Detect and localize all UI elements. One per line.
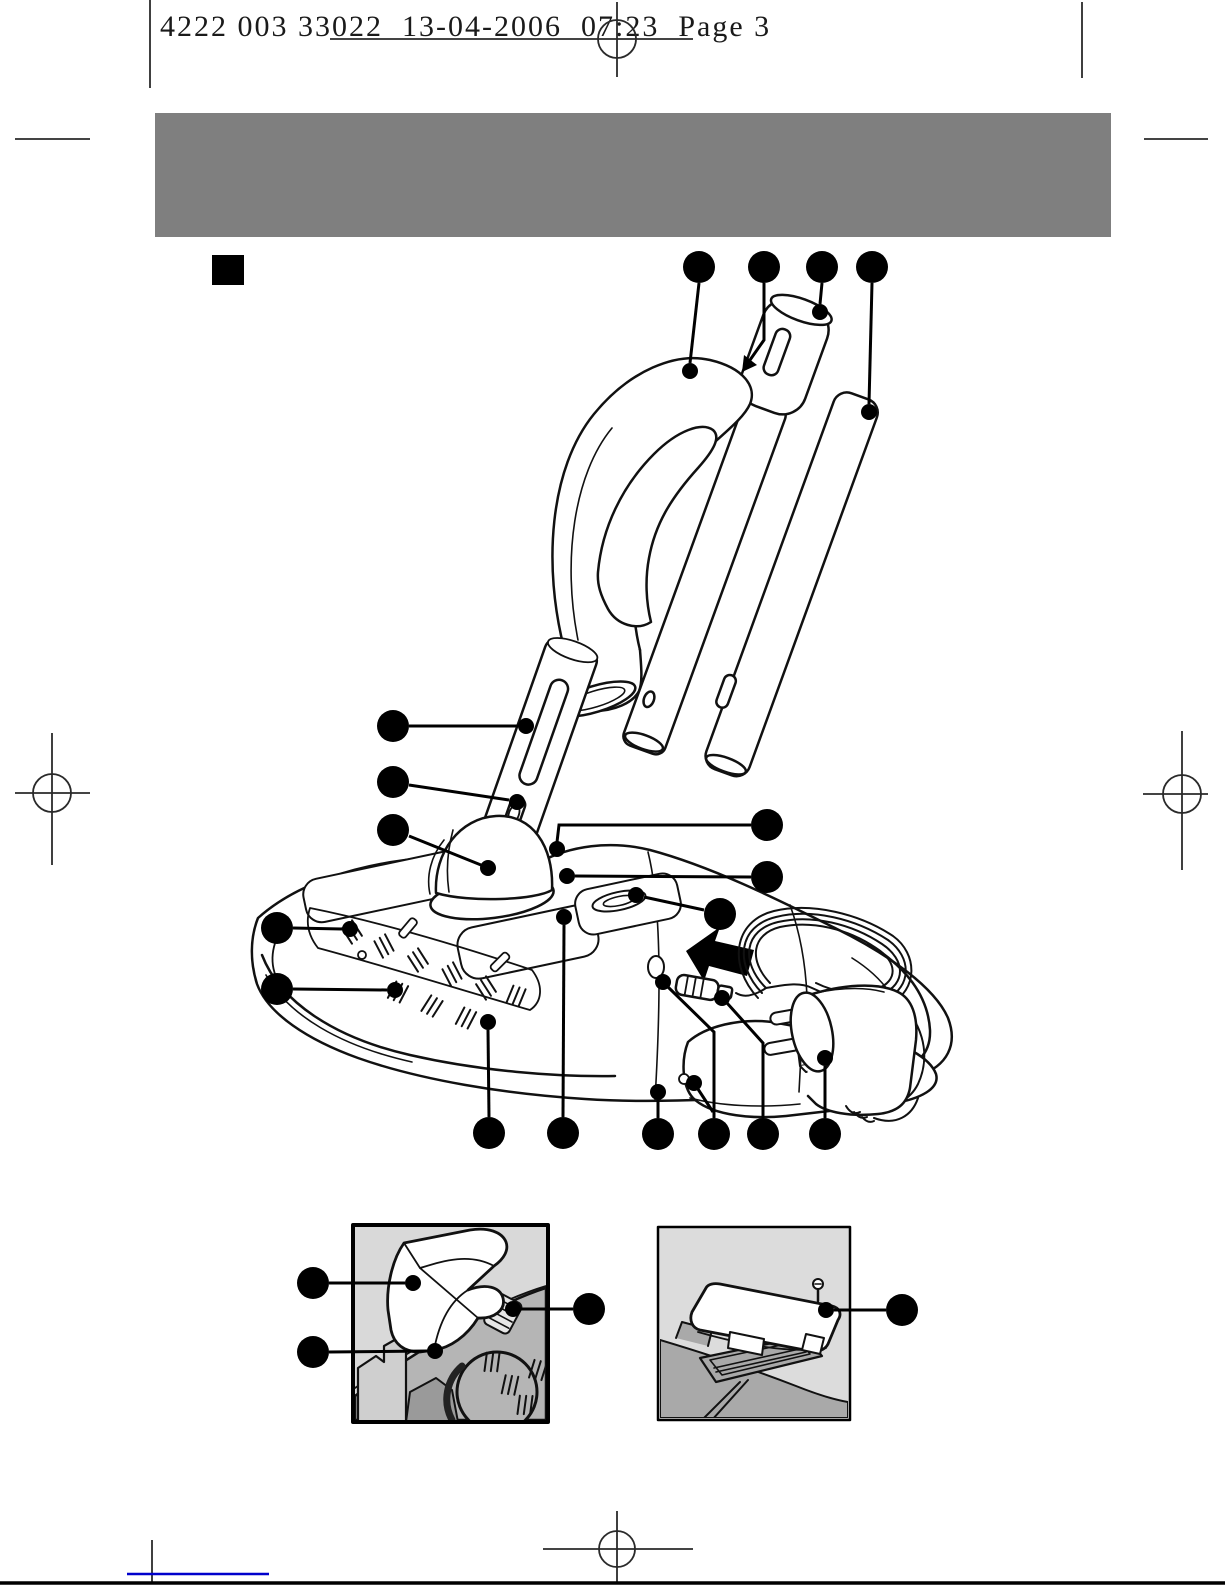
leader-dot [686,1075,702,1091]
callout-bullet [642,1118,674,1150]
inset-battery-cover [658,1227,850,1420]
leader-dot [628,887,644,903]
callout-bullet [856,251,888,283]
leader-dot [427,1343,443,1359]
leader-line [293,928,342,929]
leader-dot [505,1301,521,1317]
leader-dot [480,1014,496,1030]
inset-brush-cleaning [353,1225,550,1432]
callout-bullet [377,710,409,742]
leader-dot [817,1050,833,1066]
callout-bullet [751,809,783,841]
callout-bullet [809,1118,841,1150]
callout-bullet [547,1117,579,1149]
leader-line [869,283,872,404]
leader-line [690,283,699,363]
leader-line [557,825,751,842]
leader-line [563,925,564,1117]
callout-bullet [748,251,780,283]
leader-dot [818,1302,834,1318]
callout-bullet [573,1293,605,1325]
callout-bullet [297,1267,329,1299]
callout-bullet [886,1294,918,1326]
leader-line [575,876,751,877]
leader-dot [518,718,534,734]
callout-bullet [377,766,409,798]
callout-bullet [683,251,715,283]
callout-bullet [704,898,736,930]
leader-line [293,989,387,990]
leader-dot [655,974,671,990]
leader-line [329,1351,427,1352]
callout-upper-tube [856,251,888,420]
callout-bullet [261,973,293,1005]
leader-dot [556,909,572,925]
leader-dot [405,1275,421,1291]
callout-shaft-slot [377,710,534,742]
callout-bullet [698,1118,730,1150]
leader-dot [509,794,525,810]
leader-dot [549,841,565,857]
callout-bullet [377,814,409,846]
leader-line [488,1030,489,1117]
callout-bullet [806,251,838,283]
leader-dot [387,982,403,998]
leader-dot [714,990,730,1006]
callout-bullet [297,1336,329,1368]
leader-dot [650,1084,666,1100]
leader-dot [480,860,496,876]
leader-dot [342,921,358,937]
leader-dot [682,363,698,379]
callout-bullet [751,861,783,893]
callout-bullet [261,912,293,944]
callout-bullet [747,1118,779,1150]
leader-dot [861,404,877,420]
leader-dot [812,304,828,320]
sweeper-line-art [252,288,952,1432]
leader-dot [559,868,575,884]
print-header-slug: 4222 003 33022 13-04-2006 07:23 Page 3 [160,10,772,43]
leader-line [820,283,822,304]
callout-bullet [473,1117,505,1149]
